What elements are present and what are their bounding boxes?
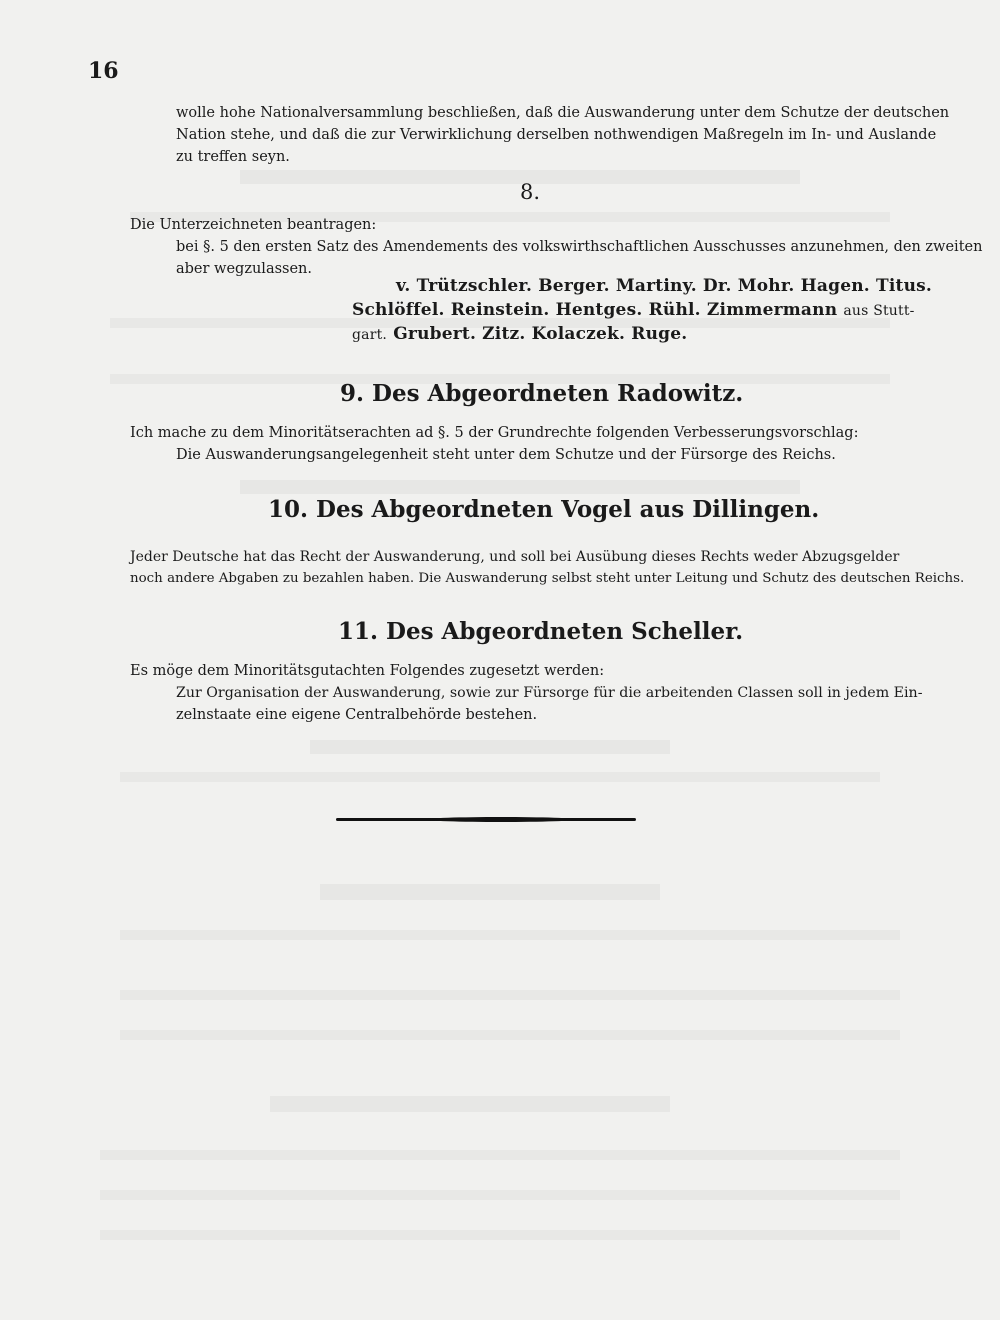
- paragraph-line: Nation stehe, und daß die zur Verwirklichung derselben nothwendigen Maßregeln im In- und Auslande: [176, 127, 937, 143]
- section-number-8: 8.: [520, 180, 541, 204]
- section-11-intro: Es möge dem Minoritätsgutachten Folgendes zugesetzt werden:: [130, 663, 605, 679]
- section-10-heading: 10. Des Abgeordneten Vogel aus Dillingen.: [268, 496, 820, 523]
- paragraph-line: wolle hohe Nationalversammlung beschließen, daß die Auswanderung unter dem Schutze der deutschen: [176, 105, 950, 121]
- section-10-text: noch andere Abgaben zu bezahlen haben. Die Auswanderung selbst steht unter Leitung und Schutz des deutschen Reichs.: [130, 571, 965, 586]
- page-number: 16: [88, 58, 119, 84]
- signatories-place: gart.: [352, 327, 388, 343]
- section-9-heading: 9. Des Abgeordneten Radowitz.: [340, 380, 744, 407]
- section-11-heading: 11. Des Abgeordneten Scheller.: [338, 618, 744, 645]
- paragraph-line: zu treffen seyn.: [176, 149, 290, 165]
- closing-rule: [336, 818, 636, 821]
- section-8-text: aber wegzulassen.: [176, 261, 312, 277]
- section-8-intro: Die Unterzeichneten beantragen:: [130, 217, 377, 233]
- signatories-line-3: [352, 324, 687, 344]
- signatories-line-2: [352, 300, 915, 320]
- signatories-place: aus Stutt-: [843, 303, 915, 319]
- section-10-text: Jeder Deutsche hat das Recht der Auswanderung, und soll bei Ausübung dieses Rechts weder Abzugsgelder: [130, 549, 900, 565]
- section-9-text: Die Auswanderungsangelegenheit steht unter dem Schutze und der Fürsorge des Reichs.: [176, 447, 836, 463]
- section-11-text: Zur Organisation der Auswanderung, sowie zur Fürsorge für die arbeitenden Classen soll in jedem Ein-: [176, 685, 923, 701]
- section-9-text: Ich mache zu dem Minoritätserachten ad §. 5 der Grundrechte folgenden Verbesserungsvorschlag:: [130, 425, 859, 441]
- signatories-names: Schlöffel. Reinstein. Hentges. Rühl. Zimmermann: [352, 300, 838, 320]
- signatories-line-1: v. Trützschler. Berger. Martiny. Dr. Mohr. Hagen. Titus.: [396, 276, 933, 296]
- section-11-text: zelnstaate eine eigene Centralbehörde bestehen.: [176, 707, 538, 723]
- section-8-text: bei §. 5 den ersten Satz des Amendements des volkswirthschaftlichen Ausschusses anzunehmen, den zweiten: [176, 239, 983, 255]
- signatories-names: Grubert. Zitz. Kolaczek. Ruge.: [393, 324, 688, 344]
